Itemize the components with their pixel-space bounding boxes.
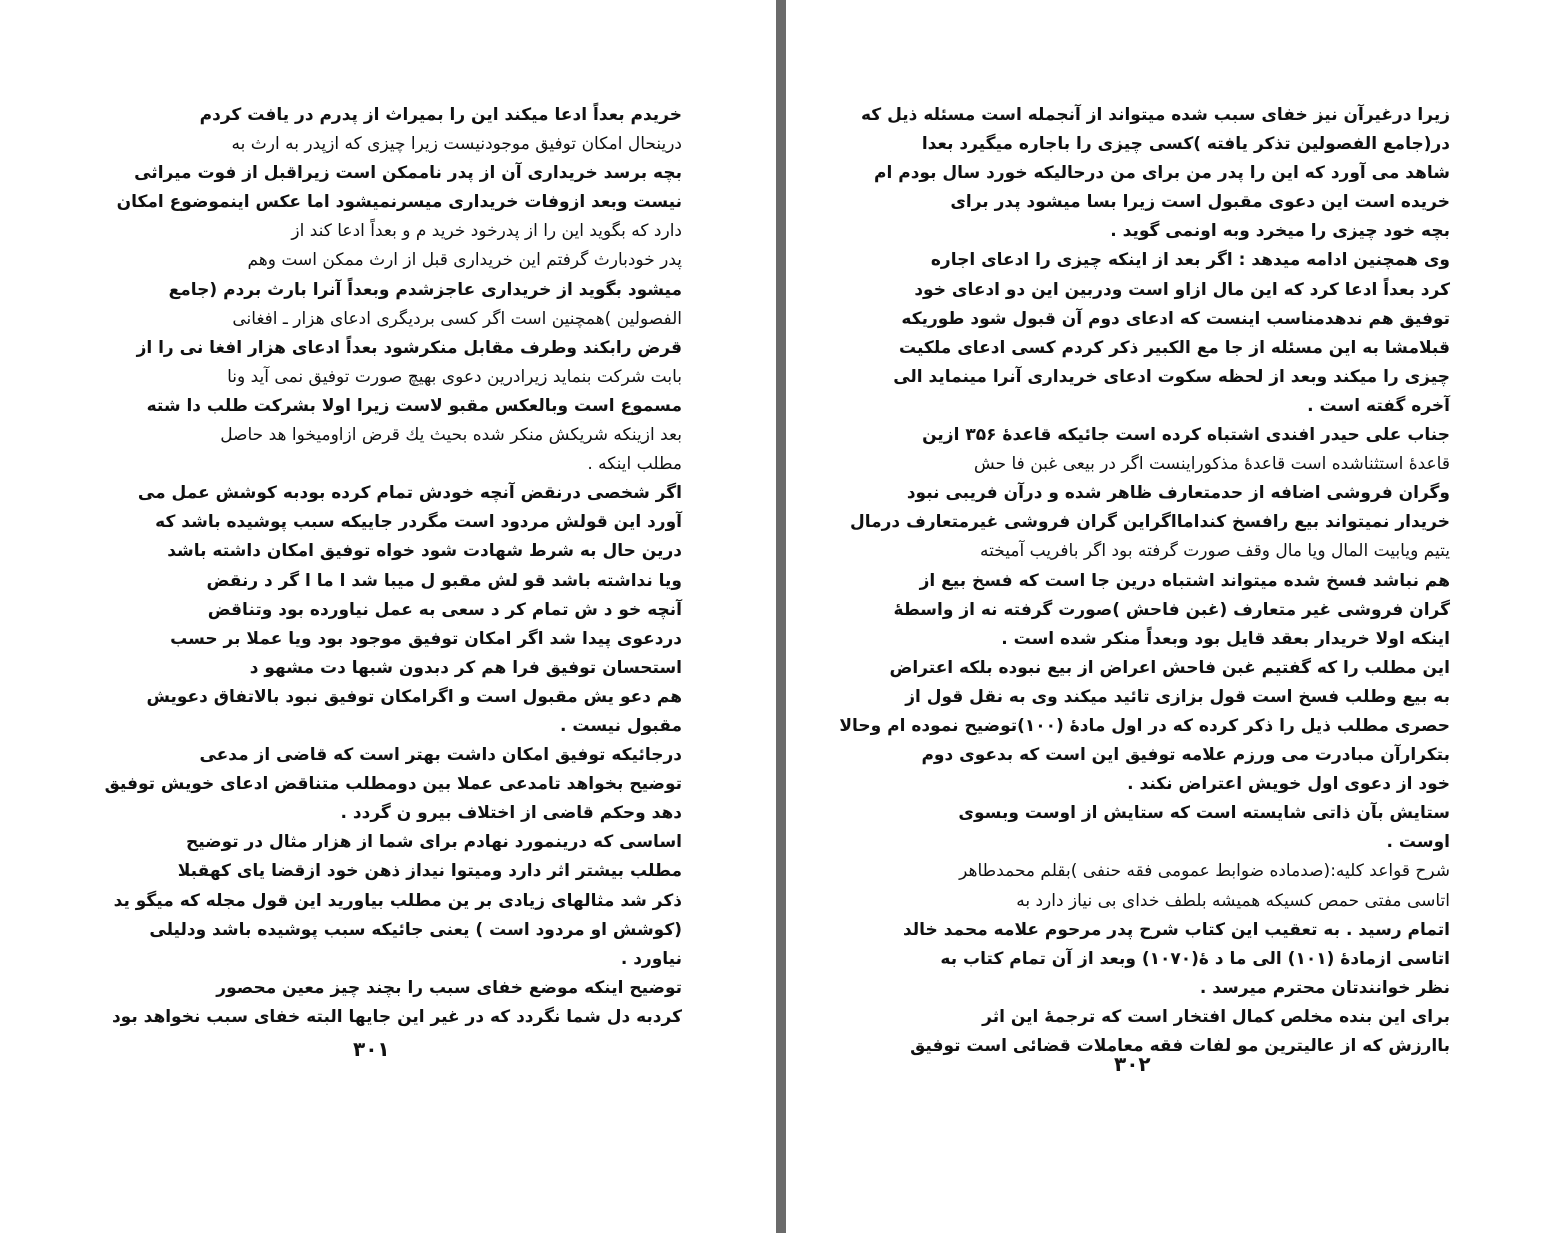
text-line: وگران فروشی اضافه از حدمتعارف ظاهر شده و درآن فریبی نبود bbox=[906, 483, 1450, 504]
text-line: وی همچنین ادامه میدهد : اگر بعد از اینکه چیزی را ادعای اجاره bbox=[930, 250, 1450, 271]
text-line: گران فروشی غیر متعارف (غبن فاحش )صورت گرفته نه از واسطهٔ bbox=[893, 599, 1450, 620]
text-line: نیاورد . bbox=[620, 948, 682, 969]
text-line: ذکر شد مثالهای زیادی بر ین مطلب بیاورید این قول مجله که میگو ید bbox=[113, 890, 682, 911]
text-line: به بیع وطلب فسخ است قول بزازی تائید میکند وی به نقل قول از bbox=[905, 686, 1450, 707]
text-line: بابت شرکت بنماید زیرادرین دعوی بهیچ صورت توفیق نمی آید ونا bbox=[227, 366, 682, 387]
text-line: هم نباشد فسخ شده میتواند اشتباه درین جا است که فسخ بیع از bbox=[919, 570, 1450, 591]
text-line: این مطلب را که گفتیم غبن فاحش اعراض از بیع نبوده بلکه اعتراض bbox=[889, 657, 1450, 678]
text-line: هم دعو یش مقبول است و اگرامکان توفیق نبود بالاتفاق دعویش bbox=[146, 686, 682, 707]
text-line: خریده است این دعوی مقبول است زیرا بسا میشود پدر برای bbox=[950, 192, 1450, 213]
text-line: باارزش که از عالیترین مو لفات فقه معاملات قضائی است توفیق bbox=[910, 1036, 1450, 1056]
text-line: بچه خود چیزی را میخرد وبه اونمی گوید . bbox=[1110, 221, 1450, 242]
text-line: مقبول نیست . bbox=[559, 715, 682, 736]
text-line: پدر خودبارث گرفتم این خریداری قبل از ارث ممکن است وهم bbox=[247, 250, 682, 271]
text-line: توضیح اینکه موضع خفای سبب را بچند چیز معین محصور bbox=[216, 977, 682, 998]
text-line: مسموع است وبالعکس مقبو لاست زیرا اولا بشرکت طلب دا شته bbox=[146, 395, 682, 416]
text-line: نیست وبعد ازوفات خریداری میسرنمیشود اما عکس اینموضوع امکان bbox=[116, 192, 682, 213]
text-line: درجائیکه توفیق امکان داشت بهتر است که قاضی از مدعی bbox=[199, 745, 682, 766]
text-line: اوست . bbox=[1386, 832, 1450, 853]
text-line: دردعوی پیدا شد اگر امکان توفیق موجود بود ویا عملا بر حسب bbox=[170, 628, 682, 649]
text-line: حصری مطلب ذیل را ذکر کرده که در اول مادۀ (۱۰۰)توضیح نموده ام وحالا bbox=[839, 715, 1450, 736]
page-number: ۳۰۲ bbox=[1114, 1052, 1151, 1076]
text-line: خریدم بعداً ادعا میکند این را بمیراث از پدرم در یافت کردم bbox=[199, 105, 682, 125]
text-line: استحسان توفیق فرا هم کر دبدون شبها دت مشهو د bbox=[249, 657, 682, 678]
text-line: آخره گفته است . bbox=[1307, 395, 1450, 416]
text-line: توضیح بخواهد تامدعی عملا بین دومطلب متناقض ادعای خویش توفیق bbox=[104, 774, 682, 795]
text-line: اگر شخصی درنقض آنچه خودش تمام کرده بودبه کوشش عمل می bbox=[137, 483, 682, 504]
text-line: زیرا درغیرآن نیز خفای سبب شده میتواند از آنجمله است مسئله ذیل که bbox=[861, 105, 1450, 125]
text-line: جناب علی حیدر افندی اشتباه کرده است جائیکه قاعدۀ ۳۵۶ ازین bbox=[922, 425, 1450, 446]
text-line: بچه برسد خریداری آن از پدر ناممکن است زیراقبل از فوت میراثی bbox=[134, 163, 682, 184]
text-line: درین حال به شرط شهادت شود خواه توفیق امکان داشته باشد bbox=[167, 541, 682, 562]
text-line: اتمام رسید . به تعقیب این کتاب شرح پدر مرحوم علامه محمد خالد bbox=[902, 919, 1450, 940]
text-line: درینحال امکان توفیق موجودنیست زیرا چیزی که ازپدر به ارث به bbox=[231, 134, 682, 155]
left-page-text bbox=[104, 101, 682, 1032]
page-number: ۳۰۱ bbox=[353, 1037, 390, 1061]
text-line: در(جامع الفصولین تذکر یافته )کسی چیزی را باجاره میگیرد بعدا bbox=[921, 134, 1450, 155]
text-line: یتیم ویابیت المال ویا مال وقف صورت گرفته بود اگر بافریب آمیخته bbox=[980, 541, 1450, 562]
text-line: قبلامشا به این مسئله از جا مع الکبیر ذکر کردم کسی ادعای ملکیت bbox=[899, 337, 1450, 358]
text-line: میشود بگوید از خریداری عاجزشدم وبعداً آنرا بارث بردم (جامع bbox=[168, 279, 682, 300]
text-line: شرح قواعد کلیه:(صدماده ضوابط عمومی فقه حنفی )بقلم محمدطاهر bbox=[959, 861, 1450, 882]
text-line: خریدار نمیتواند بیع رافسخ کندامااگراین گران فروشی غیرمتعارف درمال bbox=[849, 512, 1450, 533]
text-line: مطلب اینکه . bbox=[587, 454, 682, 475]
text-line: خود از دعوی اول خویش اعتراض نکند . bbox=[1127, 774, 1450, 795]
text-line: برای این بنده مخلص کمال افتخار است که ترجمۀ این اثر bbox=[982, 1006, 1450, 1027]
text-line: الفصولین )همچنین است اگر کسی بردیگری ادعای هزار ـ افغانی bbox=[232, 308, 682, 329]
text-line: کردبه دل شما نگردد که در غیر این جایها البته خفای سبب نخواهد بود bbox=[111, 1006, 682, 1027]
text-line: آنچه خو د ش تمام کر د سعی به عمل نیاورده بود وتناقض bbox=[207, 599, 682, 620]
text-line: بعد ازینکه شریکش منکر شده بحیث یك قرض ازاومیخوا هد حاصل bbox=[220, 425, 682, 446]
text-line: اتاسی ازمادۀ (۱۰۱) الی ما د ۀ(۱۰۷۰) وبعد از آن تمام کتاب به bbox=[940, 948, 1450, 969]
text-line: قاعدۀ استثناشده است قاعدۀ مذکوراینست اگر در بیعی غبن فا حش bbox=[973, 454, 1450, 475]
text-line: بتکرارآن مبادرت می ورزم علامه توفیق این است که بدعوی دوم bbox=[921, 745, 1450, 766]
text-line: چیزی را میکند وبعد از لحظه سکوت ادعای خریداری آنرا مینماید الی bbox=[893, 366, 1450, 387]
text-line: کرد بعداً ادعا کرد که این مال ازاو است ودربین این دو ادعای خود bbox=[914, 279, 1450, 300]
right-page bbox=[786, 0, 1561, 1233]
text-line: دهد وحکم قاضی از اختلاف بیرو ن گردد . bbox=[340, 803, 682, 824]
text-line: نظر خوانندتان محترم میرسد . bbox=[1199, 977, 1450, 998]
text-line: دارد که بگوید این را از پدرخود خرید م و بعداً ادعا کند از bbox=[291, 221, 682, 242]
left-page bbox=[0, 0, 776, 1233]
text-line: قرض رابکند وطرف مقابل منکرشود بعداً ادعای هزار افغا نی را از bbox=[136, 337, 682, 358]
text-line: ویا نداشته باشد قو لش مقبو ل میبا شد ا ما ا گر د رنقض bbox=[206, 570, 682, 591]
book-gutter bbox=[776, 0, 786, 1233]
text-line: ستایش بآن ذاتی شایسته است که ستایش از اوست وبسوی bbox=[958, 803, 1450, 824]
text-line: اتاسی مفتی حمص کسیکه همیشه بلطف خدای بی نیاز دارد به bbox=[1016, 890, 1450, 911]
text-line: (کوشش او مردود است ) یعنی جائیکه سبب پوشیده باشد ودلیلی bbox=[149, 919, 682, 940]
text-line: توفیق هم ندهدمناسب اینست که ادعای دوم آن قبول شود طوریکه bbox=[901, 308, 1450, 329]
right-page-text bbox=[839, 101, 1450, 1061]
text-line: آورد این قولش مردود است مگردر جاییکه سبب پوشیده باشد که bbox=[155, 512, 682, 533]
text-line: اساسی که درینمورد نهادم برای شما از هزار مثال در توضیح bbox=[185, 832, 682, 853]
text-line: مطلب بیشتر اثر دارد ومیتوا نیداز ذهن خود ازقضا یای کهقبلا bbox=[177, 861, 682, 882]
text-line: شاهد می آورد که این را پدر من برای من درحالیکه خورد سال بودم ام bbox=[874, 163, 1450, 184]
text-line: اینکه اولا خریدار بعقد قایل بود وبعداً منکر شده است . bbox=[1001, 628, 1450, 649]
